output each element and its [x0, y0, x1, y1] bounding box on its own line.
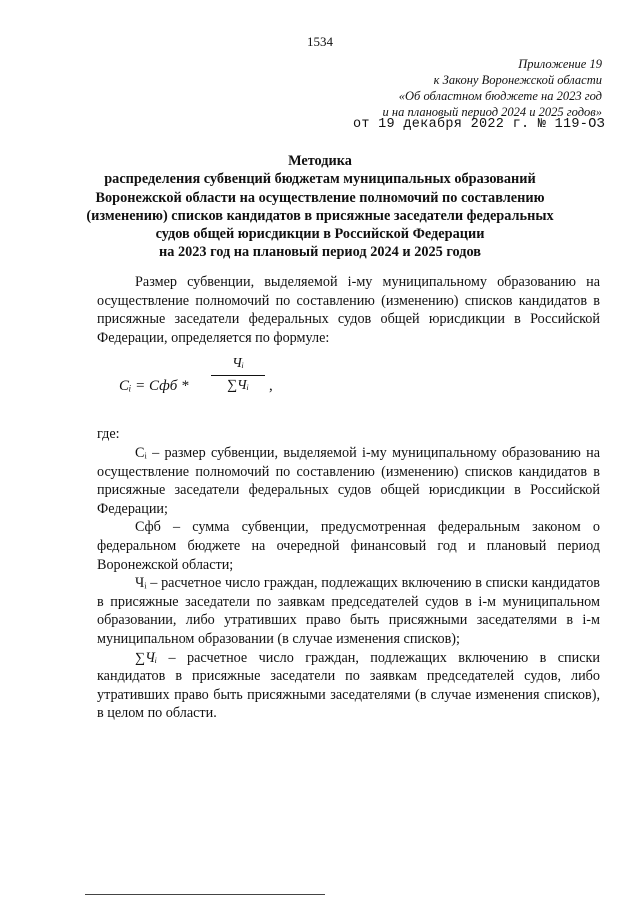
intro-paragraph: Размер субвенции, выделяемой i-му муниципальному образованию на осуществление полномочий по составлению (изменению) списков кандидатов в присяжные заседатели федеральных судов общей юрисдикции в Российской Федерации, определяется по формуле: [97, 274, 600, 346]
formula-fraction [209, 355, 267, 395]
appendix-line: «Об областном бюджете на 2023 год [398, 89, 602, 103]
where-label: где: [97, 426, 120, 443]
formula-comma: , [269, 378, 273, 395]
page-number: 1534 [307, 34, 333, 49]
appendix-line: к Закону Воронежской области [433, 73, 602, 87]
title-line: Воронежской области на осуществление полномочий по составлению [95, 189, 545, 206]
appendix-line: Приложение 19 [518, 57, 602, 71]
definition-sum-text: – расчетное число граждан, подлежащих включению в списки кандидатов в присяжные заседатели по заявкам председателей судов, либо утративших право быть присяжными заседателями (в случае изменения списков), в целом по области. [97, 649, 600, 722]
title-line: Методика [288, 153, 352, 169]
definition-sum [97, 649, 600, 723]
formula-lhs: Cᵢ = Сфб * [119, 378, 189, 395]
definition-ci: Cᵢ – размер субвенции, выделяемой i-му муниципальному образованию на осуществление полномочий по составлению (изменению) списков кандидатов в присяжные заседатели федеральных судов общей юрисдикции в Российской Федерации; [97, 444, 600, 517]
formula-numerator: Чᵢ [232, 356, 244, 372]
footer-rule [85, 894, 325, 895]
title-line: распределения субвенций бюджетам муниципальных образований [104, 171, 536, 188]
document-body [97, 273, 600, 723]
title-line: судов общей юрисдикции в Российской Федерации [155, 226, 485, 243]
fraction-bar [211, 375, 265, 376]
appendix-line: и на плановый период 2024 и 2025 годов» [382, 105, 602, 119]
appendix-header [352, 56, 605, 133]
definition-sfb: Сфб – сумма субвенции, предусмотренная федеральным законом о федеральном бюджете на очередной финансовый год и плановый период Воронежской области; [97, 519, 600, 573]
formula [97, 355, 600, 413]
document-title [60, 152, 580, 262]
title-line: на 2023 год на плановый период 2024 и 2025 годов [159, 244, 481, 261]
formula-denominator: ∑Чᵢ [227, 377, 249, 393]
law-date-number: от 19 декабря 2022 г. № 119-ОЗ [352, 117, 605, 132]
sum-symbol: ∑Чᵢ [135, 649, 158, 666]
definition-chi: Чᵢ – расчетное число граждан, подлежащих включению в списки кандидатов в присяжные заседатели по заявкам председателей судов в i-м муниципальном образовании, либо утративших право быть присяжными заседателями в i-м муниципальном образовании (в случае изменения списков); [97, 575, 600, 647]
title-line: (изменению) списков кандидатов в присяжные заседатели федеральных [86, 207, 554, 224]
